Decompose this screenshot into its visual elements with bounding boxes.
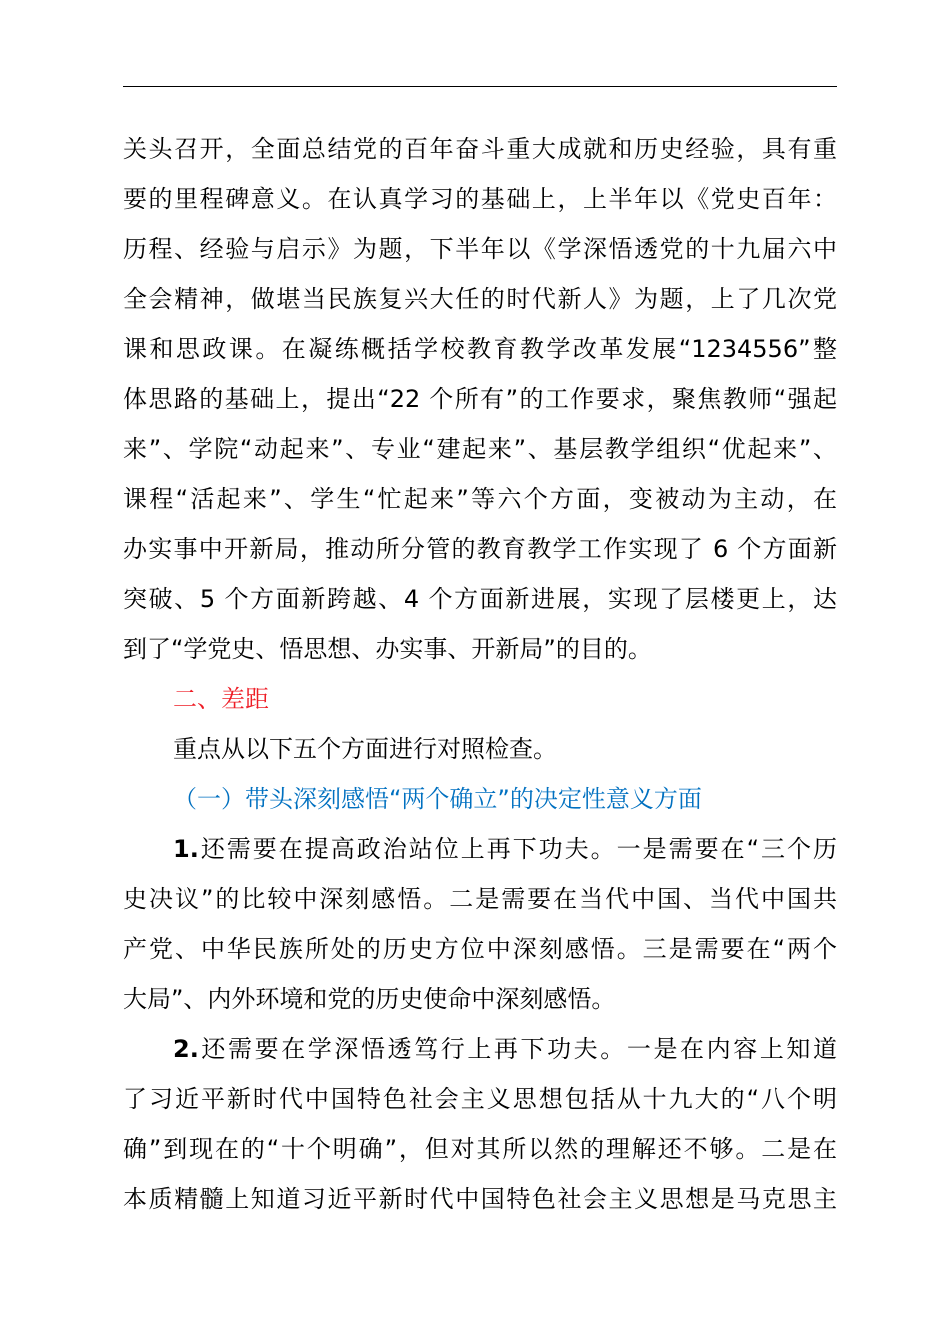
text-line: 要的里程碑意义。在认真学习的基础上，上半年以《党史百年： bbox=[123, 185, 837, 213]
item-number: 2. bbox=[173, 1035, 199, 1063]
item-1 bbox=[123, 824, 837, 1024]
text-line: 关头召开，全面总结党的百年奋斗重大成就和历史经验，具有重 bbox=[123, 135, 837, 163]
item-text: 还需要在学深悟透笃行上再下功夫。一是在内容上知道 bbox=[198, 1035, 837, 1063]
text-line: 办实事中开新局，推动所分管的教育教学工作实现了 6 个方面新 bbox=[123, 535, 837, 563]
text-line: 产党、中华民族所处的历史方位中深刻感悟。三是需要在“两个 bbox=[123, 935, 837, 963]
subsection-heading: （一）带头深刻感悟“两个确立”的决定性意义方面 bbox=[173, 785, 702, 813]
text-line: 体思路的基础上，提出“22 个所有”的工作要求，聚焦教师“强起 bbox=[123, 385, 837, 413]
text-line: 来”、学院“动起来”、专业“建起来”、基层教学组织“优起来”、 bbox=[123, 435, 837, 463]
item-number: 1. bbox=[173, 835, 199, 863]
header-rule bbox=[123, 86, 837, 87]
text-line: 本质精髓上知道习近平新时代中国特色社会主义思想是马克思主 bbox=[123, 1185, 837, 1213]
text-line: 了习近平新时代中国特色社会主义思想包括从十九大的“八个明 bbox=[123, 1085, 837, 1113]
text-line: 历程、经验与启示》为题，下半年以《学深悟透党的十九届六中 bbox=[123, 235, 837, 263]
text-line: 课和思政课。在凝练概括学校教育教学改革发展“1234556”整 bbox=[123, 335, 837, 363]
item-first-line bbox=[123, 1024, 837, 1074]
document-body bbox=[123, 124, 837, 1224]
text-line: 大局”、内外环境和党的历史使命中深刻感悟。 bbox=[123, 985, 616, 1013]
text-line: 突破、5 个方面新跨越、4 个方面新进展，实现了层楼更上，达 bbox=[123, 585, 837, 613]
section-heading-gap: 二、差距 bbox=[173, 685, 269, 713]
text-line: 确”到现在的“十个明确”，但对其所以然的理解还不够。二是在 bbox=[123, 1135, 837, 1163]
text-line: 全会精神，做堪当民族复兴大任的时代新人》为题，上了几次党 bbox=[123, 285, 837, 313]
item-text: 还需要在提高政治站位上再下功夫。一是需要在“三个历 bbox=[198, 835, 837, 863]
text-line: 课程“活起来”、学生“忙起来”等六个方面，变被动为主动，在 bbox=[123, 485, 837, 513]
section-intro: 重点从以下五个方面进行对照检查。 bbox=[173, 735, 557, 763]
text-line: 史决议”的比较中深刻感悟。二是需要在当代中国、当代中国共 bbox=[123, 885, 837, 913]
text-line: 到了“学党史、悟思想、办实事、开新局”的目的。 bbox=[123, 635, 652, 663]
item-first-line bbox=[123, 824, 837, 874]
paragraph-achievements bbox=[123, 124, 837, 674]
item-2 bbox=[123, 1024, 837, 1224]
